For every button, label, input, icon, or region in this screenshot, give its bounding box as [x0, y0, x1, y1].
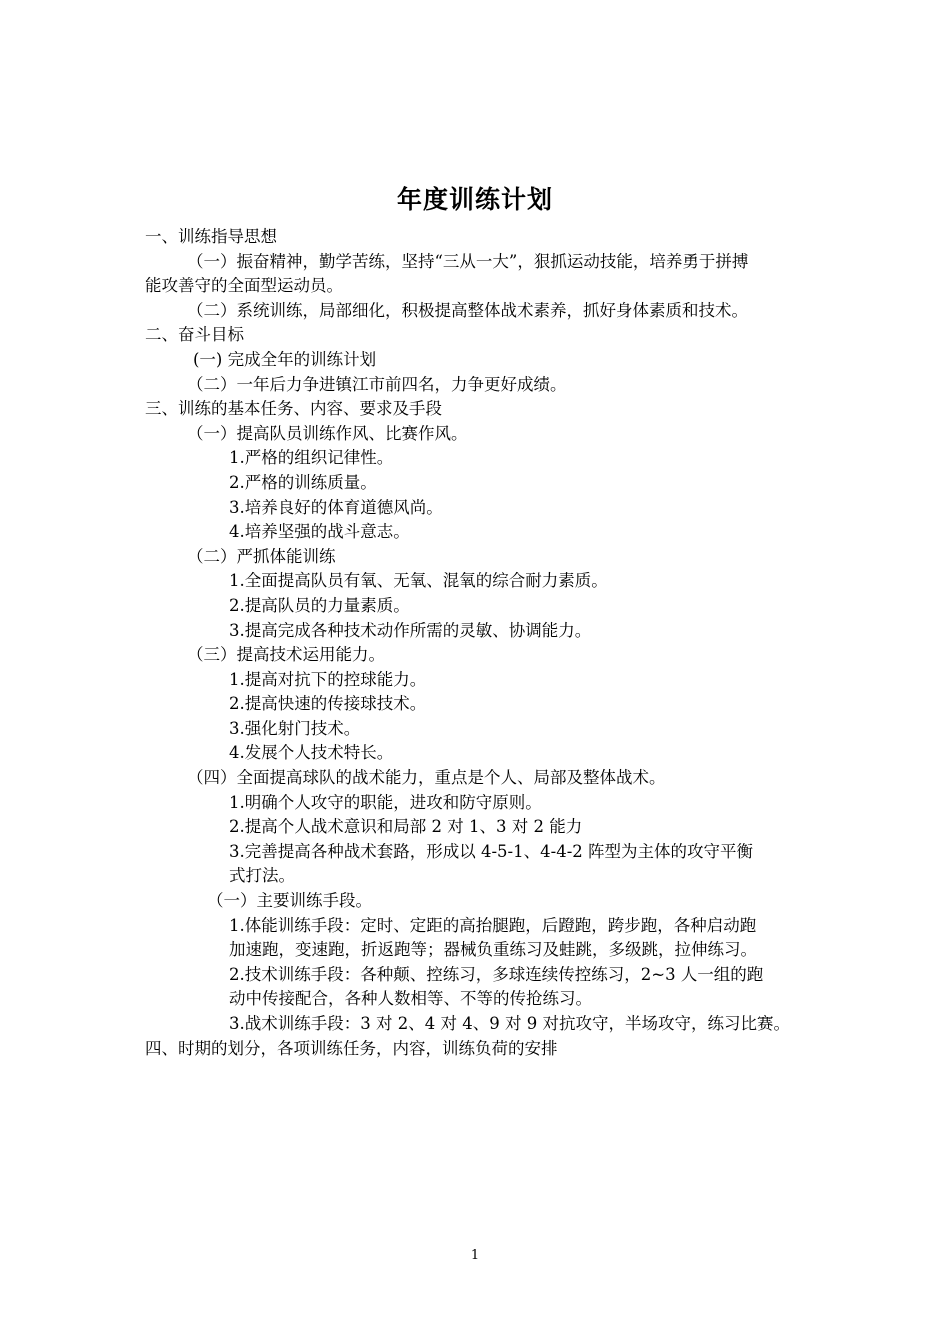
- subsection-heading: （四）全面提高球队的战术能力，重点是个人、局部及整体战术。: [187, 768, 666, 788]
- list-item: 2.严格的训练质量。: [229, 472, 377, 492]
- section-heading-2: 二、奋斗目标: [145, 325, 244, 345]
- list-item: 2.提高队员的力量素质。: [229, 595, 410, 615]
- page-number: 1: [470, 1248, 480, 1263]
- list-item: 3.完善提高各种战术套路，形成以 4-5-1、4-4-2 阵型为主体的攻守平衡: [229, 841, 754, 861]
- list-item: 1.明确个人攻守的职能，进攻和防守原则。: [229, 792, 542, 812]
- list-item: 3.战术训练手段：3 对 2、4 对 4、9 对 9 对抗攻守，半场攻守，练习比赛。: [229, 1014, 790, 1033]
- section-heading-3: 三、训练的基本任务、内容、要求及手段: [145, 399, 442, 419]
- list-item: 3.强化射门技术。: [229, 718, 361, 738]
- list-item: 4.培养坚强的战斗意志。: [229, 522, 410, 542]
- list-item: 1.严格的组织记律性。: [229, 448, 394, 468]
- list-item: 动中传接配合，各种人数相等、不等的传抢练习。: [229, 989, 592, 1009]
- list-item: 3.培养良好的体育道德风尚。: [229, 497, 443, 517]
- section-heading-1: 一、训练指导思想: [145, 227, 277, 246]
- list-item: 加速跑，变速跑，折返跑等；器械负重练习及蛙跳，多级跳，拉伸练习。: [229, 940, 757, 960]
- list-item: 2.技术训练手段：各种颠、控练习，多球连续传控练习，2~3 人一组的跑: [229, 964, 764, 984]
- paragraph-line: (一) 完成全年的训练计划: [193, 349, 377, 369]
- list-item: 1.提高对抗下的控球能力。: [229, 669, 427, 689]
- document-body: [145, 225, 810, 1061]
- list-item: 1.体能训练手段：定时、定距的高抬腿跑，后蹬跑，跨步跑，各种启动跑: [229, 915, 757, 935]
- list-item: 4.发展个人技术特长。: [229, 743, 394, 763]
- paragraph-line: 能攻善守的全面型运动员。: [145, 276, 343, 296]
- list-item: 2.提高快速的传接球技术。: [229, 694, 427, 714]
- subsection-heading: （一）提高队员训练作风、比赛作风。: [187, 423, 468, 443]
- paragraph-line: （二）一年后力争进镇江市前四名，力争更好成绩。: [187, 374, 567, 394]
- subsection-heading: （三）提高技术运用能力。: [187, 645, 385, 665]
- document-title: 年度训练计划: [396, 185, 553, 214]
- subsection-heading: （二）严抓体能训练: [187, 546, 336, 566]
- list-item: 2.提高个人战术意识和局部 2 对 1、3 对 2 能力: [229, 817, 583, 837]
- subsection-heading: （一）主要训练手段。: [207, 891, 372, 911]
- section-heading-4: 四、时期的划分，各项训练任务，内容，训练负荷的安排: [145, 1038, 558, 1058]
- list-item: 式打法。: [229, 866, 295, 886]
- list-item: 3.提高完成各种技术动作所需的灵敏、协调能力。: [229, 620, 592, 640]
- list-item: 1.全面提高队员有氧、无氧、混氧的综合耐力素质。: [229, 571, 608, 591]
- paragraph-line: （一）振奋精神，勤学苦练，坚持“三从一大”，狠抓运动技能，培养勇于拼搏: [187, 251, 749, 271]
- paragraph-line: （二）系统训练，局部细化，积极提高整体战术素养，抓好身体素质和技术。: [187, 300, 748, 320]
